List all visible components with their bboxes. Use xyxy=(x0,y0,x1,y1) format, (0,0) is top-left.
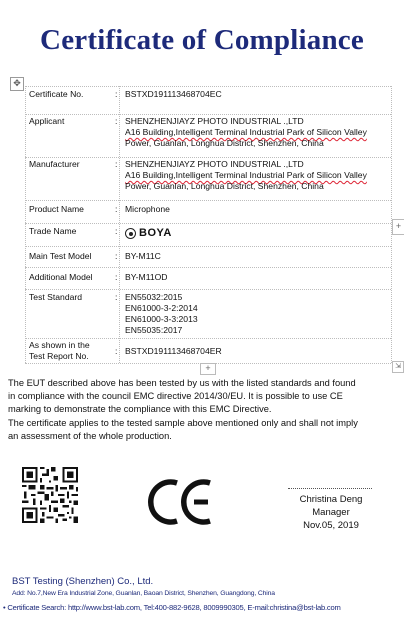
applicant-value xyxy=(125,116,391,149)
row-separator: : xyxy=(115,272,118,282)
signature-date: Nov.05, 2019 xyxy=(303,520,359,531)
ce-mark xyxy=(148,477,218,527)
row-separator: : xyxy=(115,346,118,356)
applicant-address-line-2: Power, Guanlan, Longhua District, Shenzhen, China xyxy=(125,138,324,148)
additional-model-label: Additional Model xyxy=(29,272,93,282)
compliance-statement xyxy=(8,377,400,443)
statement-line: in compliance with the council EMC directive 2014/30/EU. It is possible to use CE xyxy=(8,391,343,402)
test-standard-item: EN55032:2015 xyxy=(125,292,183,302)
trade-name-logo xyxy=(125,228,172,239)
additional-model-value: BY-M11OD xyxy=(125,272,168,282)
main-test-model-value: BY-M11C xyxy=(125,251,161,261)
qr-code xyxy=(22,467,78,523)
product-name-value: Microphone xyxy=(125,204,170,214)
certificate-no-label: Certificate No. xyxy=(29,89,84,99)
trade-name-value: BOYA xyxy=(139,227,172,239)
issuer-company: BST Testing (Shenzhen) Co., Ltd. xyxy=(12,576,154,587)
issuer-contact: • Certificate Search: http://www.bst-lab.com, Tel:400-882-9628, 8009990305, E-mail:christina@bst-lab.com xyxy=(3,603,341,612)
table-move-handle[interactable]: ✥ xyxy=(10,77,24,91)
certificate-no-value: BSTXD191113468704EC xyxy=(125,89,222,99)
row-separator: : xyxy=(115,226,118,236)
statement-line: The EUT described above has been tested by us with the listed standards and found xyxy=(8,378,356,388)
manufacturer-label: Manufacturer xyxy=(29,159,80,169)
test-report-value: BSTXD191113468704ER xyxy=(125,346,222,356)
certificate-details-table xyxy=(25,86,391,363)
row-separator: : xyxy=(115,89,118,99)
manufacturer-value xyxy=(125,159,391,192)
main-test-model-label: Main Test Model xyxy=(29,251,92,261)
boya-logo-icon xyxy=(125,228,136,239)
row-separator: : xyxy=(115,116,118,126)
test-standard-label: Test Standard xyxy=(29,292,83,302)
test-standard-item: EN61000-3-2:2014 xyxy=(125,303,198,313)
add-row-button[interactable]: + xyxy=(200,363,216,375)
row-separator: : xyxy=(115,204,118,214)
applicant-address-line-1: A16 Building,Intelligent Terminal Industrial Park of Silicon Valley xyxy=(125,127,367,137)
signatory-name: Christina Deng xyxy=(299,494,363,505)
row-separator: : xyxy=(115,251,118,261)
row-separator: : xyxy=(115,159,118,169)
applicant-name: SHENZHENJIAYZ PHOTO INDUSTRIAL .,LTD xyxy=(125,116,304,126)
test-standard-value xyxy=(125,292,391,336)
statement-line: The certificate applies to the tested sample above mentioned only and shall not imply xyxy=(8,417,358,428)
test-report-label: As shown in the Test Report No. xyxy=(29,340,90,361)
test-standard-item: EN61000-3-3:2013 xyxy=(125,314,198,324)
statement-line: an assessment of the whole production. xyxy=(8,430,172,441)
manufacturer-name: SHENZHENJIAYZ PHOTO INDUSTRIAL .,LTD xyxy=(125,159,304,169)
test-standard-item: EN55035:2017 xyxy=(125,325,183,335)
issuer-address: Add: No.7,New Era Industrial Zone, Guanlan, Baoan District, Shenzhen, Guangdong, China xyxy=(12,590,275,597)
product-name-label: Product Name xyxy=(29,204,84,214)
manufacturer-address-line-1: A16 Building,Intelligent Terminal Industrial Park of Silicon Valley xyxy=(125,170,367,180)
row-separator: : xyxy=(115,292,118,302)
trade-name-label: Trade Name xyxy=(29,226,77,236)
signatory-title: Manager xyxy=(312,507,350,518)
table-resize-handle[interactable]: ⇲ xyxy=(392,361,404,373)
manufacturer-address-line-2: Power, Guanlan, Longhua District, Shenzhen, China xyxy=(125,181,324,191)
applicant-label: Applicant xyxy=(29,116,65,126)
certificate-title: Certificate of Compliance xyxy=(40,24,364,56)
statement-line: marking to demonstrate the compliance with this EMC Directive. xyxy=(8,404,272,415)
add-column-button[interactable]: + xyxy=(392,219,404,235)
signature-line xyxy=(288,488,372,489)
